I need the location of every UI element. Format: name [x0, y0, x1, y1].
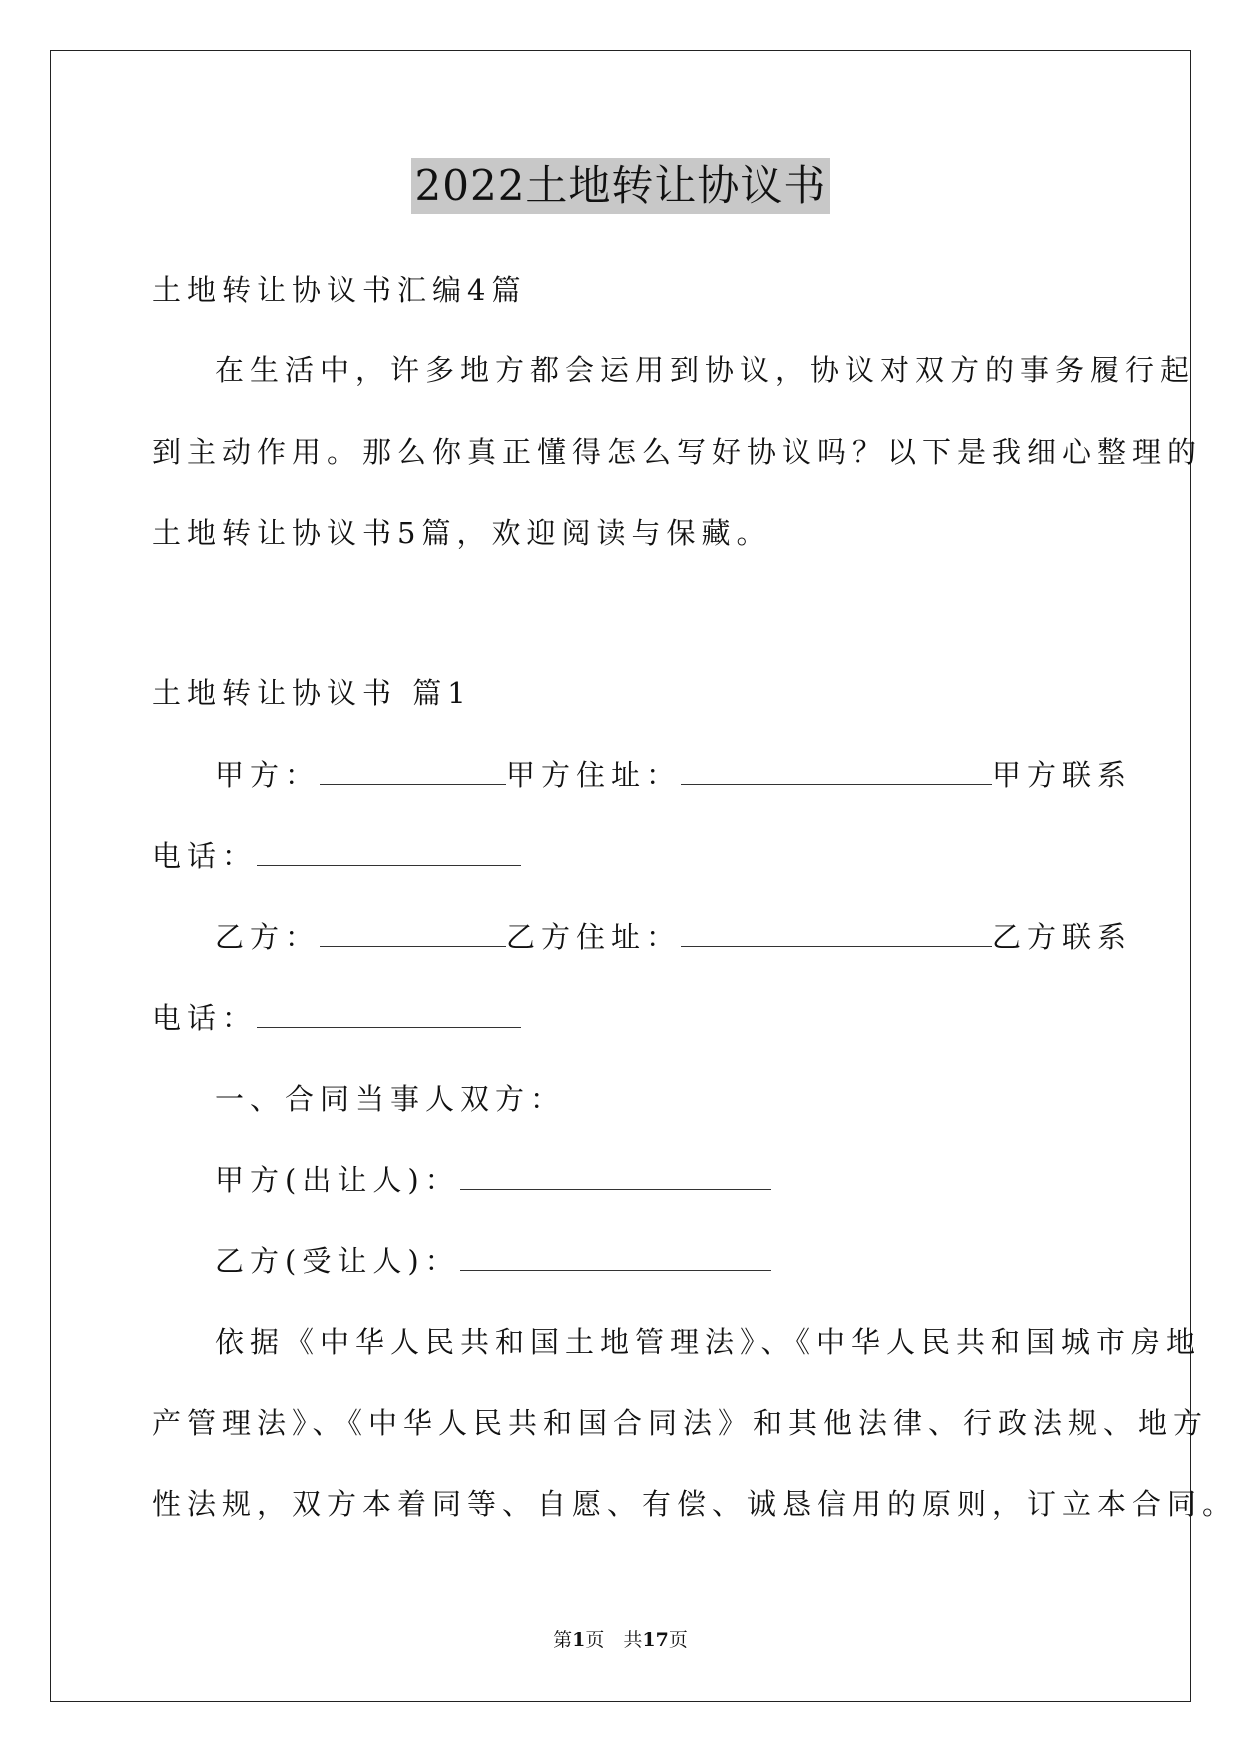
footer-page-total: 17 — [642, 1629, 669, 1651]
intro-line-3: 土地转让协议书5篇，欢迎阅读与保藏。 — [152, 516, 772, 550]
party-a-name-blank — [320, 760, 506, 785]
party-a-address-blank — [681, 760, 992, 785]
title-container — [0, 158, 1241, 214]
transferor-blank — [460, 1165, 771, 1190]
page-footer — [0, 1628, 1241, 1652]
transferee-row — [215, 1243, 771, 1279]
section-heading: 土地转让协议书 篇1 — [152, 676, 472, 710]
party-b-phone-label: 电话： — [152, 1001, 258, 1035]
party-b-phone-blank — [257, 1003, 521, 1028]
party-a-phone-row — [152, 838, 521, 874]
basis-line-2: 产管理法》、《中华人民共和国合同法》和其他法律、行政法规、地方 — [152, 1406, 1209, 1440]
party-b-address-label: 乙方住址： — [506, 920, 682, 954]
party-b-row — [215, 919, 1132, 955]
footer-page-prefix: 第 — [553, 1629, 573, 1651]
transferee-blank — [460, 1246, 771, 1271]
footer-page-suffix: 页 — [668, 1629, 688, 1651]
party-a-address-label: 甲方住址： — [506, 758, 682, 792]
party-a-row — [215, 757, 1132, 793]
intro-line-2: 到主动作用。那么你真正懂得怎么写好协议吗？以下是我细心整理的 — [152, 435, 1203, 469]
party-b-contact-label: 乙方联系 — [992, 920, 1133, 954]
footer-page-mid: 页 共 — [585, 1629, 643, 1651]
intro-line-1: 在生活中，许多地方都会运用到协议，协议对双方的事务履行起 — [215, 353, 1196, 387]
clause-1-heading: 一、合同当事人双方： — [215, 1082, 566, 1116]
basis-line-3: 性法规，双方本着同等、自愿、有偿、诚恳信用的原则，订立本合同。 — [152, 1487, 1238, 1521]
party-b-address-blank — [681, 922, 992, 947]
party-a-name-label: 甲方： — [215, 758, 321, 792]
party-b-name-label: 乙方： — [215, 920, 321, 954]
basis-line-1: 依据《中华人民共和国土地管理法》、《中华人民共和国城市房地 — [215, 1325, 1202, 1359]
party-a-contact-label: 甲方联系 — [992, 758, 1133, 792]
footer-page-current: 1 — [572, 1629, 586, 1651]
party-b-name-blank — [320, 922, 506, 947]
document-title: 2022土地转让协议书 — [411, 158, 831, 214]
transferor-row — [215, 1162, 771, 1198]
party-a-phone-blank — [257, 841, 521, 866]
party-b-phone-row — [152, 1000, 521, 1036]
party-a-phone-label: 电话： — [152, 839, 258, 873]
transferor-label: 甲方(出让人)： — [215, 1163, 460, 1197]
transferee-label: 乙方(受让人)： — [215, 1244, 460, 1278]
document-subtitle: 土地转让协议书汇编4篇 — [152, 273, 527, 307]
